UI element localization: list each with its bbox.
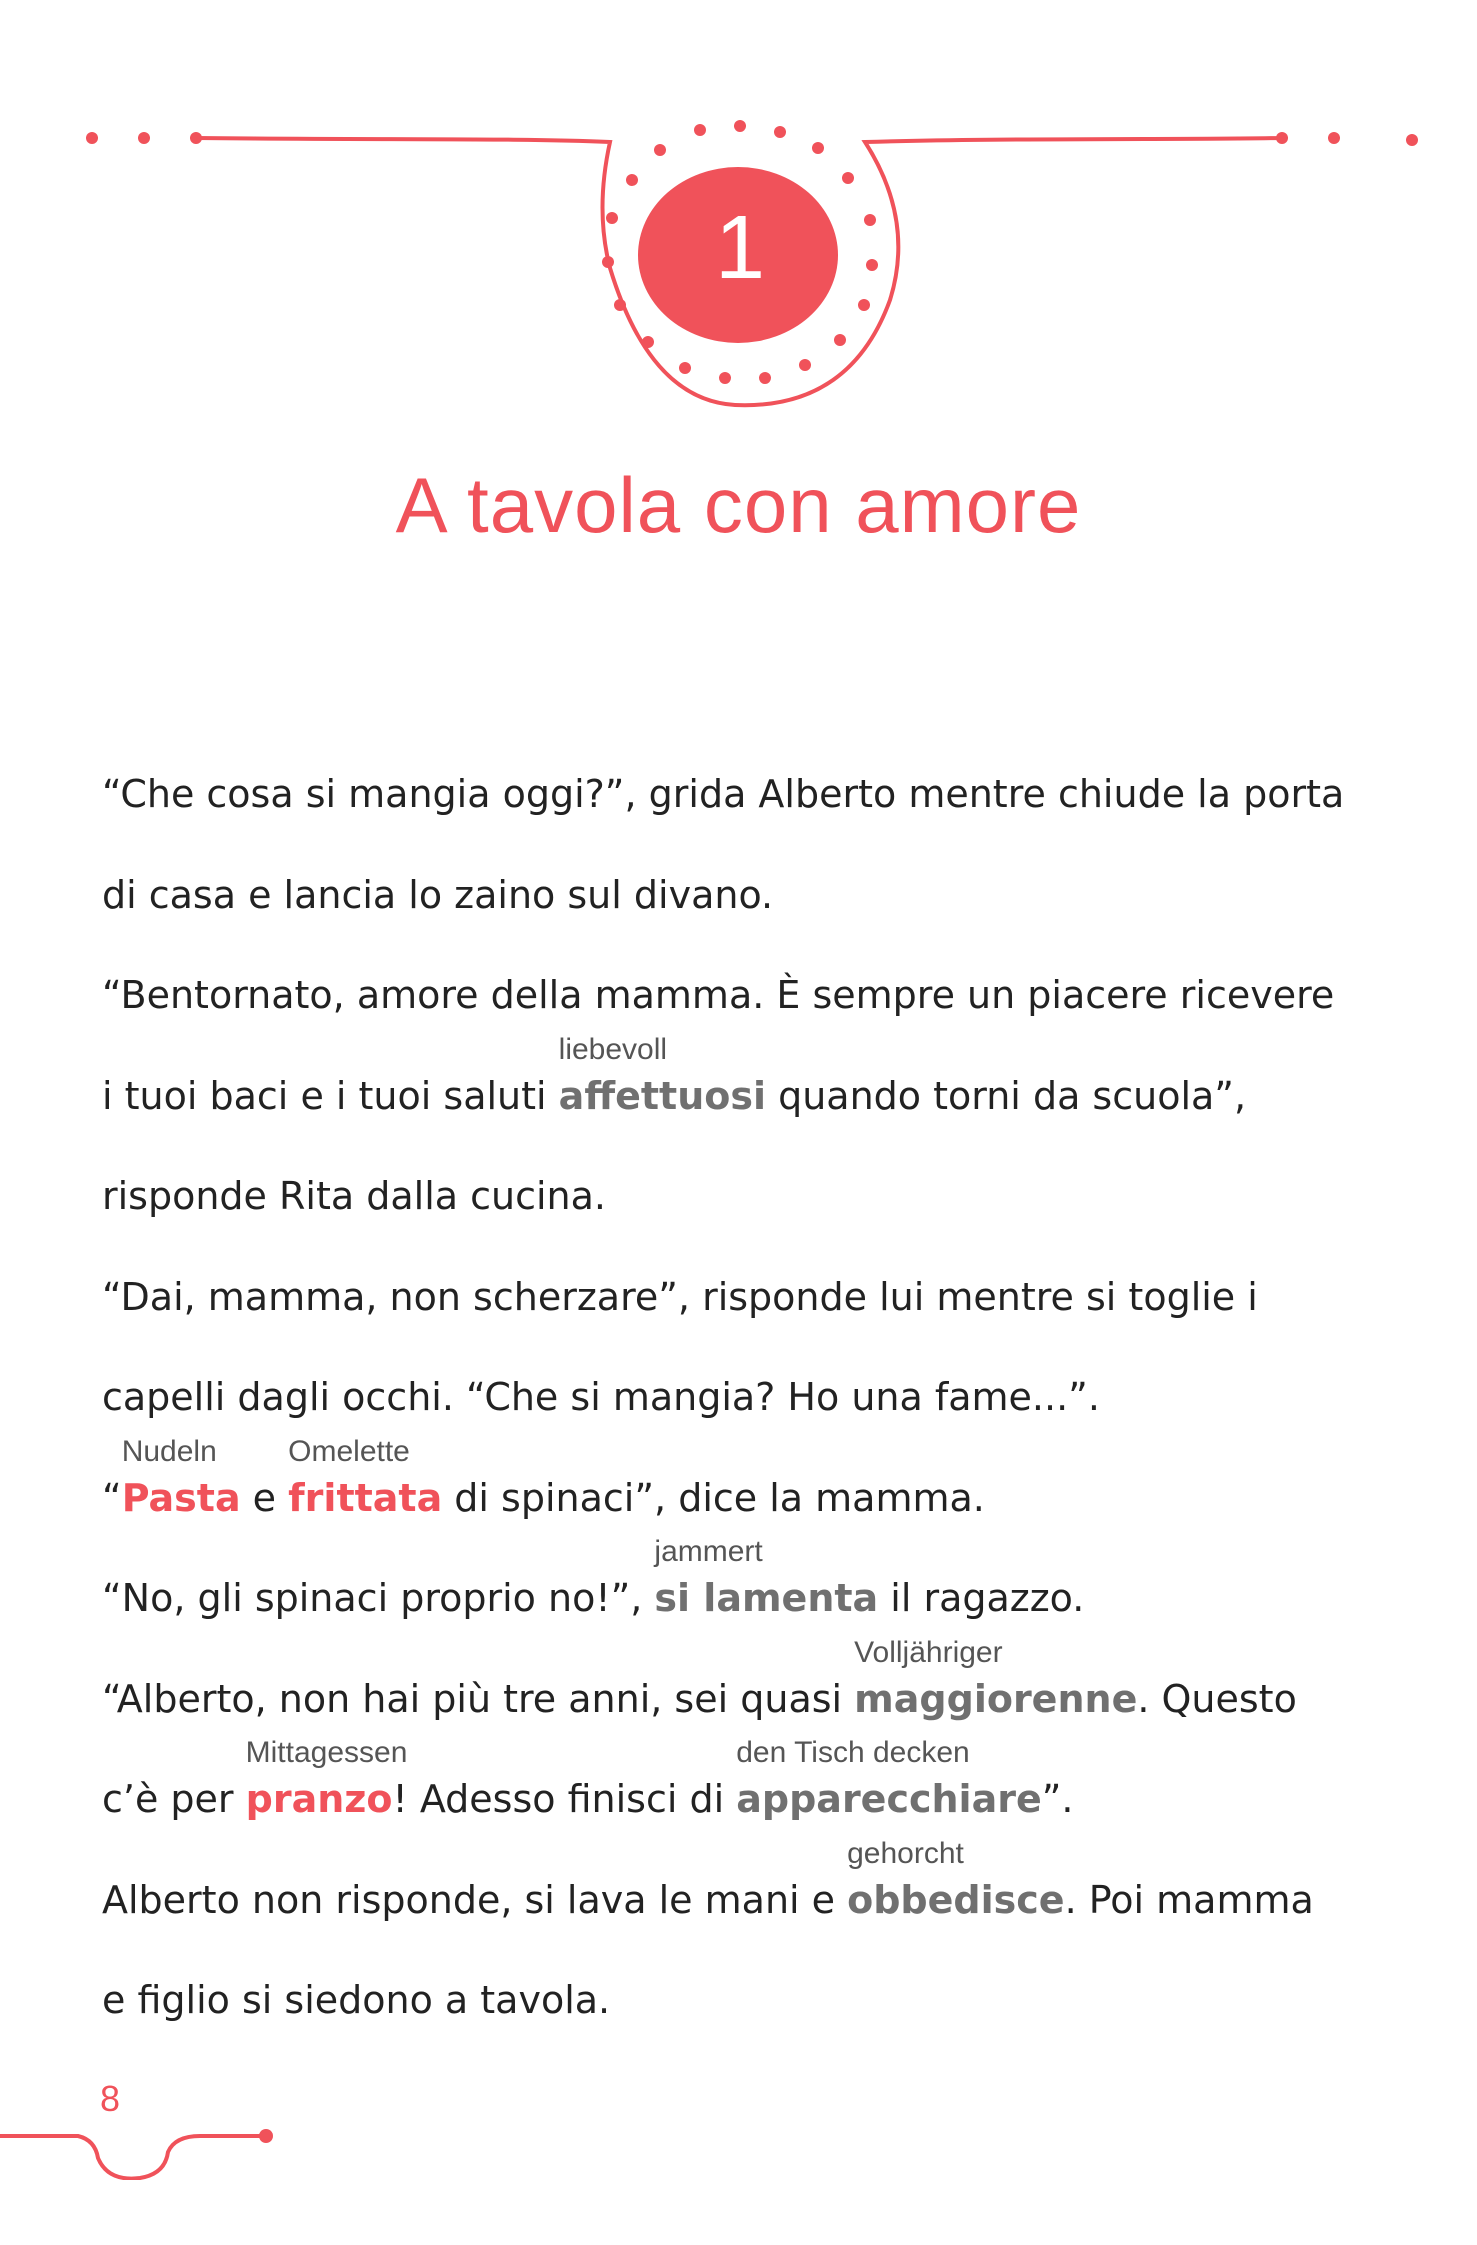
text-line <box>102 1836 1314 1922</box>
text-run: . Questo <box>1137 1676 1297 1721</box>
vocab-word <box>558 1032 767 1118</box>
text-run: “Alberto, non hai più tre anni, sei quasi <box>102 1676 855 1721</box>
vocab-term: si lamenta <box>654 1576 879 1620</box>
text-run: . Poi mamma <box>1064 1877 1314 1922</box>
text-line <box>102 1978 610 2022</box>
text-run: “Dai, mamma, non scherzare”, risponde lui mentre si toglie i <box>102 1274 1258 1319</box>
chapter-header-ornament <box>0 0 1477 440</box>
vocab-term: Pasta <box>121 1475 241 1520</box>
vocab-gloss: gehorcht <box>847 1836 964 1870</box>
vocab-word <box>854 1635 1138 1721</box>
text-run: di casa e lancia lo zaino sul divano. <box>102 872 774 917</box>
text-line <box>102 772 1344 816</box>
vocab-gloss: Volljähriger <box>854 1635 1003 1669</box>
text-line <box>102 1375 1100 1419</box>
vocab-term: pranzo <box>245 1777 393 1821</box>
text-run: “Bentornato, amore della mamma. È sempre un piacere ricevere <box>102 973 1335 1017</box>
text-run: e <box>240 1475 289 1520</box>
vocab-gloss: den Tisch decken <box>736 1736 970 1769</box>
text-run: i tuoi baci e i tuoi saluti <box>102 1073 559 1118</box>
text-line <box>102 1535 1085 1620</box>
vocab-gloss: Mittagessen <box>245 1736 408 1769</box>
vocab-word <box>121 1434 241 1520</box>
text-run: “Che cosa si mangia oggi?”, grida Alberto mentre chiude la porta <box>102 772 1345 816</box>
vocab-term: obbedisce <box>847 1877 1065 1922</box>
vocab-term: maggiorenne <box>854 1676 1138 1721</box>
vocab-word <box>288 1434 443 1520</box>
text-run: di spinaci”, dice la mamma. <box>442 1475 985 1520</box>
vocab-term: frittata <box>288 1475 443 1520</box>
text-line <box>102 1434 985 1520</box>
page-number: 8 <box>100 2078 121 2119</box>
vocab-gloss: Nudeln <box>121 1434 217 1468</box>
text-line <box>102 873 773 917</box>
text-run: ”. <box>1041 1777 1074 1821</box>
vocab-gloss: Omelette <box>288 1434 410 1468</box>
vocab-word <box>736 1736 1042 1821</box>
chapter-title: A tavola con amore <box>395 461 1082 549</box>
vocab-word <box>654 1535 879 1620</box>
text-run: ! Adesso finisci di <box>392 1777 737 1821</box>
vocab-gloss: jammert <box>654 1535 763 1568</box>
text-run: capelli dagli occhi. “Che si mangia? Ho una fame...”. <box>102 1375 1100 1419</box>
text-run: quando torni da scuola”, <box>766 1073 1247 1118</box>
text-run: il ragazzo. <box>878 1576 1085 1620</box>
vocab-term: apparecchiare <box>736 1777 1042 1821</box>
vocab-term: affettuosi <box>558 1073 767 1118</box>
vocab-gloss: liebevoll <box>558 1032 668 1066</box>
text-line <box>102 973 1334 1017</box>
text-run: risponde Rita dalla cucina. <box>102 1174 607 1218</box>
vocab-word <box>847 1836 1065 1922</box>
text-run: “ <box>102 1475 122 1520</box>
page-number-ornament <box>0 2060 320 2180</box>
text-run: c’è per <box>102 1777 246 1821</box>
text-run: e figlio si siedono a tavola. <box>102 1978 611 2022</box>
text-run: Alberto non risponde, si lava le mani e <box>102 1877 848 1922</box>
text-line <box>102 1635 1297 1721</box>
text-line <box>102 1174 606 1218</box>
text-run: “No, gli spinaci proprio no!”, <box>102 1576 655 1620</box>
text-line <box>102 1032 1247 1118</box>
text-line <box>102 1275 1258 1319</box>
text-line <box>102 1736 1074 1821</box>
chapter-number: 1 <box>714 198 766 298</box>
vocab-word <box>245 1736 408 1821</box>
